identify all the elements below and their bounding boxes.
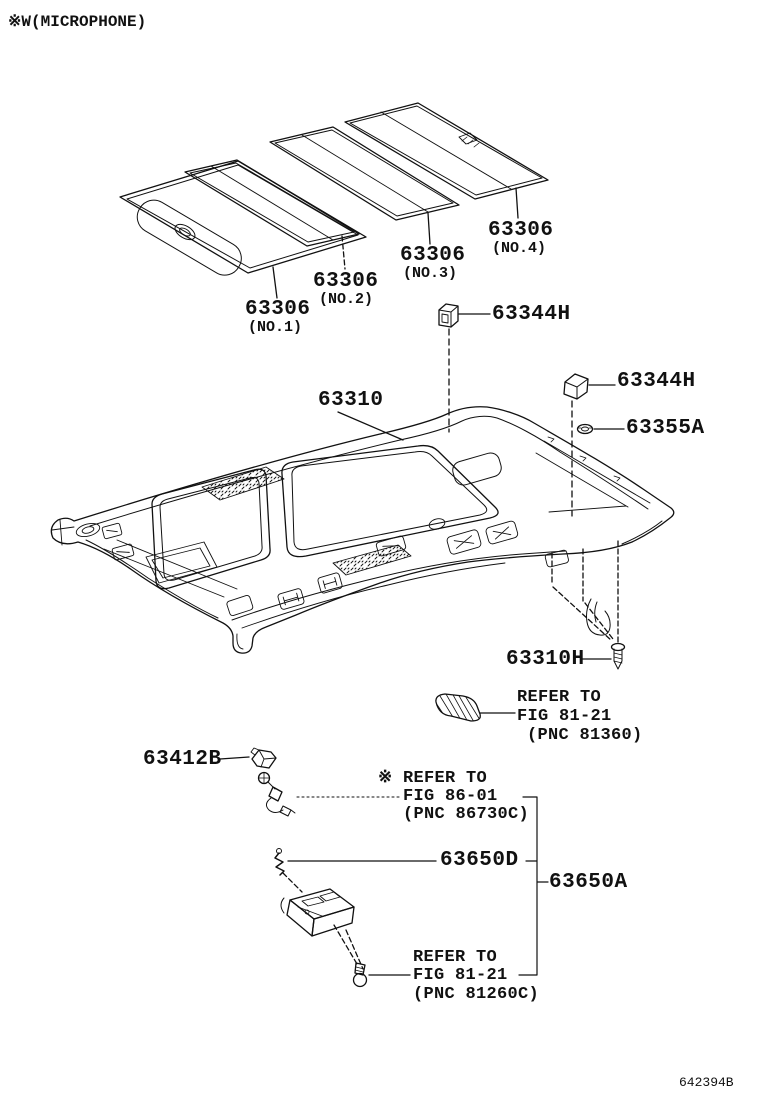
leader-panel4 — [516, 188, 518, 218]
leader-panel2 — [342, 236, 345, 269]
callout-63306-no1: 63306 — [245, 298, 311, 321]
callout-63306-no3: 63306 — [400, 244, 466, 267]
lamp-ref-line3: (PNC 81260C) — [413, 985, 540, 1004]
clip-63650d-icon — [275, 849, 284, 876]
roof-headlining-63310 — [51, 407, 673, 653]
callout-63355a: 63355A — [626, 417, 705, 440]
sunshade-panel-4 — [345, 103, 548, 199]
figure-number: 642394B — [679, 1075, 734, 1090]
mic-ref-line2: FIG 86-01 — [403, 787, 498, 806]
clip-63344h-rear-icon — [564, 374, 588, 399]
callout-63650a: 63650A — [549, 871, 628, 894]
lamp-ref-line1: REFER TO — [413, 948, 498, 967]
microphone-icon — [259, 773, 296, 817]
callout-63306-no1-variant: (NO.1) — [248, 319, 303, 336]
grommet-63355a-icon — [578, 425, 593, 434]
callout-63412b: 63412B — [143, 748, 222, 771]
callout-63310: 63310 — [318, 389, 384, 412]
callout-63344h-front: 63344H — [492, 303, 571, 326]
dash-clip-console — [283, 873, 302, 892]
visor-ref-line3: (PNC 81360) — [527, 726, 643, 745]
callout-63344h-rear: 63344H — [617, 370, 696, 393]
mic-ref-line1: ※ REFER TO — [378, 769, 488, 788]
screw-63310h-icon — [612, 644, 625, 670]
holder-63412b-icon — [251, 748, 276, 768]
visor-ref-line2: FIG 81-21 — [517, 707, 612, 726]
callout-63306-no2-variant: (NO.2) — [319, 291, 374, 308]
callout-63306-no2: 63306 — [313, 270, 379, 293]
callout-63306-no3-variant: (NO.3) — [403, 265, 458, 282]
visor-ref-line1: REFER TO — [517, 688, 602, 707]
leader-panel3 — [428, 213, 430, 244]
lamp-ref-line2: FIG 81-21 — [413, 966, 508, 985]
mic-ref-line3: (PNC 86730C) — [403, 805, 530, 824]
bulb-icon — [354, 963, 367, 987]
dash-screw-1 — [552, 553, 612, 641]
callout-63310h: 63310H — [506, 648, 585, 671]
callout-63306-no4: 63306 — [488, 219, 554, 242]
note-microphone: ※W(MICROPHONE) — [8, 13, 147, 31]
overhead-console-icon — [281, 889, 354, 936]
leader-63412b — [220, 757, 249, 759]
visor-holder-icon — [434, 693, 484, 724]
clip-63344h-front-icon — [439, 304, 458, 327]
callout-63650d: 63650D — [440, 849, 519, 872]
leader-panel1 — [273, 267, 277, 298]
dash-console-bulb-1 — [334, 925, 357, 964]
callout-63306-no4-variant: (NO.4) — [492, 240, 547, 257]
